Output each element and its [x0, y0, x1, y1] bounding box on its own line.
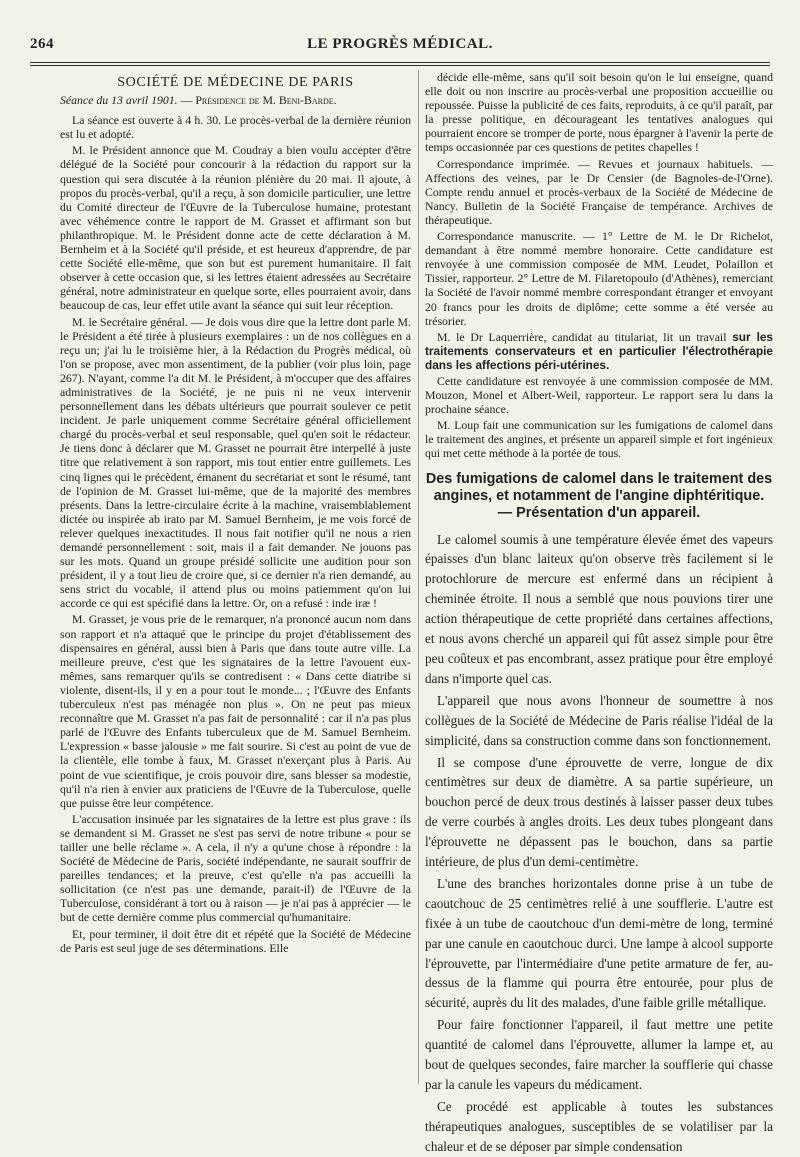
seance-presidence: — Présidence de M. Beni-Barde. [180, 93, 337, 108]
paragraph: décide elle-même, sans qu'il soit besoin qu'on le lui enseigne, quand elle doit ou non inscrire au procès-verbal une proposition accueillie ou repoussée. Puisse la publicité de ces faits, reproduits, à ce qu'il paraît, par la presse politique, en décourageant les tentatives analogues qui pourraient encore se tromper de porte, nous épargner à l'avenir la perte de temps occasionnée par ces questions de petites chapelles ! [425, 70, 773, 155]
article-paragraph: Pour faire fonctionner l'appareil, il faut mettre une petite quantité de calomel dans l'éprouvette, allumer la lampe et, au bout de quelques secondes, faire marcher la soufflerie qui chasse par la canule les vapeurs du médicament. [425, 1017, 773, 1092]
paragraph: M. Grasset, je vous prie de le remarquer, n'a prononcé aucun nom dans son rapport et n'a attaqué que le principe du projet d'établissement des dispensaires en général, aussi bien à Paris que dans toute autre ville. La meilleure preuve, c'est que les signataires de la lettre l'avouent eux-mêmes, sans remarquer qu'ils se contredisent : « Dans cette diatribe si violente, disent-ils, il y en a pour tout le monde... ; l'Œuvre des Enfants tuberculeux n'est pas ménagée non plus ». On ne peut pas mieux reconnaître que M. Grasset n'a pas fait de personnalité : car il n'a pas plus parlé de l'Œuvre des Enfants tuberculeux que de M. Samuel Bernheim. L'expression « basse jalousie » me fait sourire. Si c'est au point de vue de la clientèle, elle tombe à faux, M. Grasset n'exerçant plus à Paris. Au point de vue scientifique, je crois pouvoir dire, sans blesser sa modestie, qu'il n'a rien à envier aux praticiens de l'Œuvre de la Tuberculose, quelle que puisse être leur compétence. [60, 612, 411, 810]
seance-date: Séance du 13 avril 1901. [60, 93, 178, 108]
section-title: SOCIÉTÉ DE MÉDECINE DE PARIS [117, 75, 354, 90]
paragraph: M. le Président annonce que M. Coudray a bien voulu accepter d'être délégué de la Société pour concourir à la rédaction du rapport sur la question qui sera discutée à la réunion plénière du 20 mai. Il ajoute, à propos du procès-verbal, qu'il a reçu, à son domicile particulier, une lettre du Comité directeur de l'Œuvre de la Tuberculose humaine, protestant avec véhémence contre le rapport de M. Grasset et affirmant son but philanthropique. M. le Président donne acte de cette déclaration à M. Bernheim et à la Société qu'il préside, et est heureux d'apprendre, de par cette Société elle-même, que son but est purement humanitaire. Il fait observer à cette occasion que, si les lettres étaient adressées au Secrétaire général, notre administrateur en quelque sorte, elles pourraient avoir, dans beaucoup de cas, leur effet utile avant la séance qui suit leur réception. [60, 143, 411, 313]
seance-line [60, 93, 411, 107]
column-divider [418, 70, 419, 1084]
article-paragraph: L'une des branches horizontales donne prise à un tube de caoutchouc de 25 centimètres relié à une soufflerie. L'autre est fixée à un tube de caoutchouc d'un demi-mètre de long, terminé par une canule en caoutchouc durci. Une lampe à alcool supporte l'éprouvette, par l'intermédiaire d'une petite armature de fer, au-dessus de la flamme qui pourra être entourée, pour plus de sécurité, auprès du lit des malades, d'une faible grille métallique. [425, 875, 773, 1011]
paragraph [425, 330, 773, 372]
right-column [425, 70, 773, 1154]
article-paragraph: L'appareil que nous avons l'honneur de soumettre à nos collègues de la Société de Médecine de Paris réalise l'idéal de la simplicité, dans sa construction comme dans son fonctionnement. [425, 692, 773, 748]
paragraph: L'accusation insinuée par les signataires de la lettre est plus grave : ils se demandent si M. Grasset ne s'est pas servi de notre tribune « pour se tailler une belle réclame ». A cela, il n'y a qu'une chose à répondre : la Société de Médecine de Paris, société indépendante, ne saurait souffrir de pareilles tendances; et la preuve, c'est qu'elle n'a pas accueilli la sollicitation (ce n'est pas une demande, parait-il) de l'Œuvre de la Tuberculose, considérant à tort ou à raison — je n'ai pas à apprécier — le but de cette dernière comme plus commercial qu'humanitaire. [60, 811, 411, 925]
running-header [30, 36, 770, 58]
article-paragraph: Ce procédé est applicable à toutes les substances thérapeutiques analogues, susceptibles de se volatiliser par la chaleur et de se déposer par simple condensation [425, 1098, 773, 1154]
paragraph: La séance est ouverte à 4 h. 30. Le procès-verbal de la dernière réunion est lu et adopté. [60, 113, 411, 142]
reading-title: sur les traitements conservateurs et en particulier l'électrothérapie dans les affections péri-utérines. [425, 329, 773, 372]
paragraph: Cette candidature est renvoyée à une commission composée de MM. Mouzon, Monel et Albert-Weil, rapporteur. Le rapport sera lu dans la prochaine séance. [425, 373, 773, 417]
article-paragraph: Le calomel soumis à une température élevée émet des vapeurs épaisses d'un blanc laiteux qu'on observe très facilement si le protochlorure de mercure est enfermé dans un récipient à cheminée étroite. Il nous a semblé que nous pouvions tirer une action thérapeutique de cette propriété dans certaines affections, et nous avons cherché un appareil qui fût assez simple pour être peu coûteux et pas encombrant, assez pratique pour être employé dans n'importe quel cas. [425, 531, 773, 686]
paragraph: Et, pour terminer, il doit être dit et répété que la Société de Médecine de Paris est seul juge de ses déterminations. Elle [60, 926, 411, 955]
page-number: 264 [30, 36, 54, 52]
paragraph: M. Loup fait une communication sur les fumigations de calomel dans le traitement des angines, et présente un appareil simple et fort ingénieux qui met cette méthode à la portée de tous. [425, 418, 773, 461]
article-paragraph: Il se compose d'une éprouvette de verre, longue de dix centimètres sur deux de diamètre. A sa partie supérieure, un bouchon percé de deux trous destinés à laisser passer deux tubes de verre courbés à angles droits. Les deux tubes plongeant dans l'éprouvette ne dépassent pas le bouchon, dans sa partie intérieure, de plus d'un demi-centimètre. [425, 754, 773, 870]
header-rule [30, 62, 770, 63]
paragraph: M. le Secrétaire général. — Je dois vous dire que la lettre dont parle M. le Président a été tirée à plusieurs exemplaires : un de nos collègues en a reçu un; j'ai lu le troisième hier, à la Rédaction du Progrès médical, où l'on se propose, avec mon assentiment, de la publier (voir plus loin, page 267). N'ayant, comme l'a dit M. le Président, à m'occuper que des affaires administratives de la Société, je ne puis ni ne veux intervenir personnellement dans les débats ultérieurs que pourrait soulever ce petit incident. Je parle uniquement comme Secrétaire général officiellement chargé du procès-verbal et seul responsable, quel qu'en soit le rédacteur. Je tiens donc à déclarer que M. Grasset ne pourrait être interpellé à juste titre que relativement à son rapport, mis tout entier entre guillemets. Les cinq lignes qui le précèdent, émanent du secrétariat et sont le résumé, tant de l'opinion de M. Grasset lui-même, que de la majorité des membres présents. Dans la lettre-circulaire écrite à la machine, vraisemblablement dictée ou inspirée ab irato par M. Samuel Bernheim, je me vois forcé de relever quelques inexactitudes. Il nous fait notifier qu'il ne nous a rien demandé personnellement : soit, mais il a fait demander. Ne jouons pas sur les mots. Quand un groupe présidé sollicite une audition pour son président, il y a tout lieu de croire que, si ce dernier n'a rien demandé, au sens strict du vocable, il attend plus ou moins patiemment qu'on lui accorde ce qui est spécifié dans la lettre. Or, on a refusé : inde iræ ! [60, 314, 411, 611]
left-column [60, 70, 411, 1108]
correspondence-printed: Correspondance imprimée. — Revues et journaux habituels. — Affections des veines, par le Dr Censier (de Bagnoles-de-l'Orne). Compte rendu annuel et procès-verbaux de la Société de Médecine de Nancy. Bulletin de la Société Française de tempérance. Archives de thérapeutique. [425, 156, 773, 227]
journal-title: LE PROGRÈS MÉDICAL. [307, 36, 493, 52]
header-rule-double [30, 65, 770, 66]
article-title: Des fumigations de calomel dans le traitement des angines, et notamment de l'angine diphtéritique. — Présentation d'un appareil. [425, 470, 773, 521]
reading-intro: M. le Dr Laquerrière, candidat au titulariat, lit un travail [437, 329, 727, 344]
correspondence-manuscript: Correspondance manuscrite. — 1° Lettre de M. le Dr Richelot, demandant à être nommé membre honoraire. Cette candidature est renvoyée à une commission composée de MM. Leudet, Polaillon et Tissier, rapporteur. 2° Lettre de M. Filaretopoulo (d'Athènes), remerciant la Société de l'avoir nommé membre correspondant étranger et envoyant 20 francs pour les droits de diplôme; cette somme a été versée au trésorier. [425, 229, 773, 328]
